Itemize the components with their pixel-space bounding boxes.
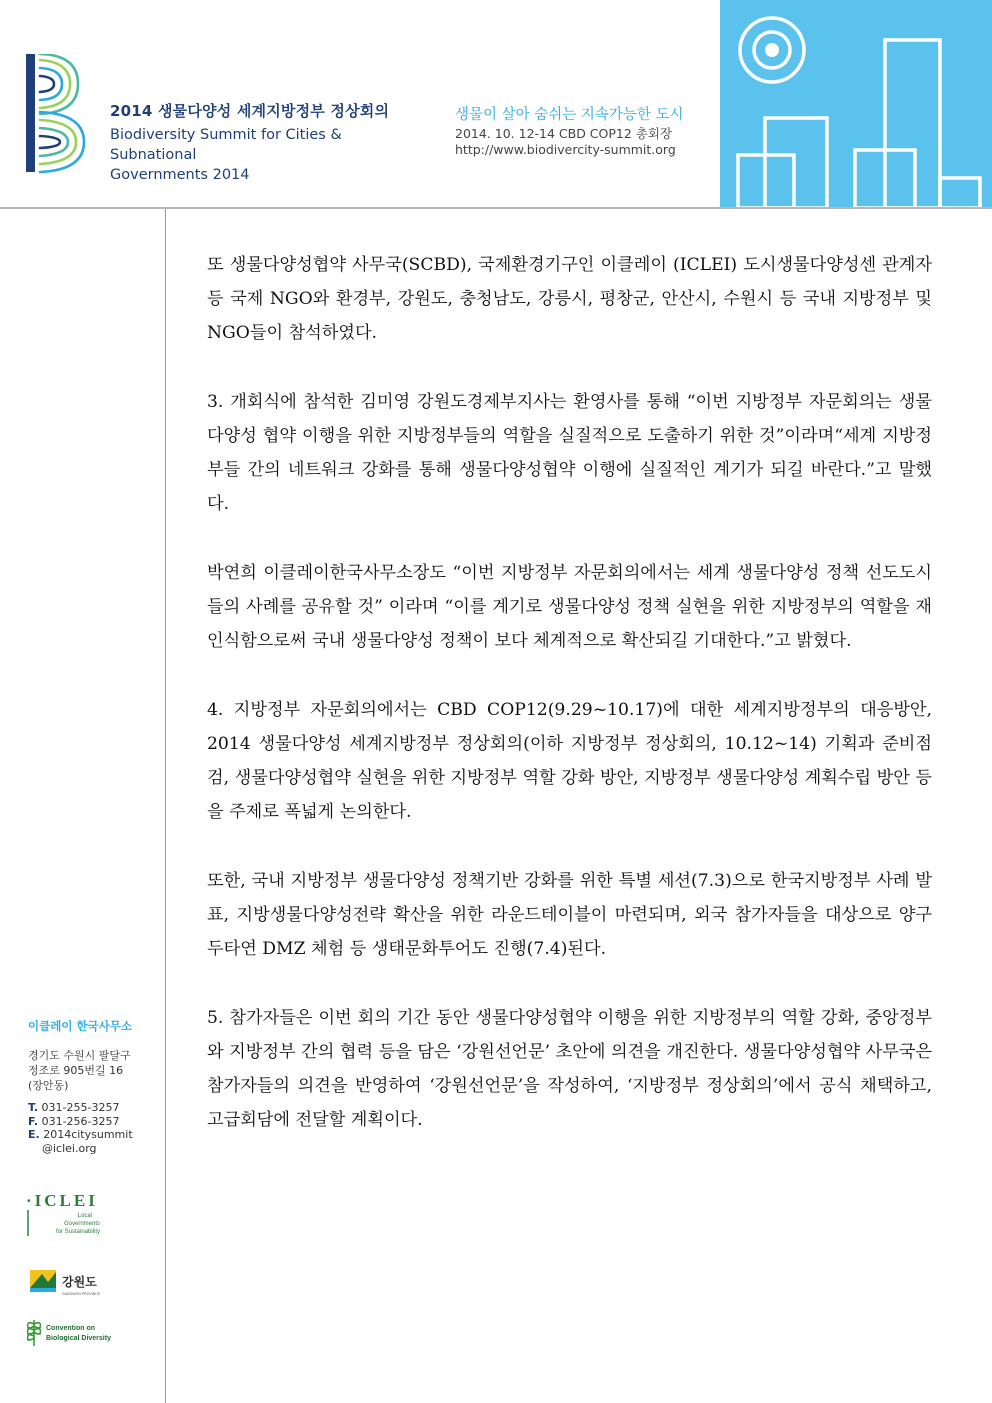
summit-slogan: 생물이 살아 숨쉬는 지속가능한 도시 (455, 107, 684, 123)
svg-text:Local: Local (77, 1213, 92, 1219)
phone-number: 031-255-3257 (41, 1101, 120, 1114)
email-line-2: @iclei.org (42, 1141, 97, 1155)
email-label: E. (28, 1128, 40, 1141)
svg-text:for Sustainability: for Sustainability (55, 1229, 100, 1235)
summit-title-korean: 2014 생물다양성 세계지방정부 정상회의 (110, 102, 390, 120)
email-address-part1: 2014citysummit (43, 1128, 133, 1141)
fax-label: F. (28, 1114, 39, 1128)
address-line: 경기도 수원시 팔달구 (28, 1049, 131, 1062)
event-date: 2014. 10. 12-14 CBD COP12 총회장 (455, 126, 673, 141)
gangwon-logo-icon (24, 1264, 114, 1300)
fax-line (28, 1115, 158, 1129)
svg-text:강원도: 강원도 (62, 1275, 97, 1289)
email-line (28, 1128, 158, 1142)
svg-text:·ICLEI: ·ICLEI (26, 1191, 98, 1210)
phone-label: T. (28, 1101, 39, 1114)
svg-text:Biological Diversity: Biological Diversity (46, 1335, 111, 1342)
event-url: http://www.biodivercity-summit.org (455, 142, 676, 157)
office-name: 이클레이 한국사무소 (28, 1019, 132, 1033)
document-header (0, 0, 992, 208)
summit-logo-b-icon (26, 54, 106, 174)
svg-text:Convention on: Convention on (46, 1325, 95, 1332)
iclei-logo-icon (24, 1188, 114, 1238)
body-paragraph: 박연희 이클레이한국사무소장도 “이번 지방정부 자문회의에서는 세계 생물다양성 정책 선도도시들의 사례를 공유할 것” 이라며 “이를 계기로 생물다양성 정책 실현을 위한 지방정부의 역할을 재인식함으로써 국내 생물다양성 정책이 보다 체계적으로 확산되길 기대한다.”고 밝혔다. (207, 563, 932, 651)
event-info (455, 126, 676, 158)
address-line: 정조로 905번길 16 (28, 1064, 124, 1077)
header-divider (0, 207, 992, 209)
summit-title-english-line1: Biodiversity Summit for Cities & Subnational (110, 127, 342, 163)
sidebar-contact (28, 1018, 158, 1155)
office-address (28, 1048, 158, 1093)
body-paragraph: 3. 개회식에 참석한 김미영 강원도경제부지사는 환영사를 통해 “이번 지방정부 자문회의는 생물다양성 협약 이행을 위한 지방정부들의 역할을 실질적으로 도출하기 위한 것”이라며“세계 지방정부들 간의 네트워크 강화를 통해 생물다양성협약 이행에 실질적인 계기가 되길 바란다.”고 말했다. (207, 392, 932, 514)
phone-line (28, 1101, 158, 1115)
document-body (207, 248, 932, 1172)
summit-title-english-line2: Governments 2014 (110, 167, 250, 183)
summit-title-english (110, 125, 430, 185)
body-paragraph: 4. 지방정부 자문회의에서는 CBD COP12(9.29~10.17)에 대한 세계지방정부의 대응방안, 2014 생물다양성 세계지방정부 정상회의(이하 지방정부 정상회의, 10.12~14) 기획과 준비점검, 생물다양성협약 실현을 위한 지방정부 역할 강화 방안, 지방정부 생물다양성 계획수립 방안 등을 주제로 폭넓게 논의한다. (207, 700, 932, 822)
address-line: (장안동) (28, 1079, 69, 1092)
body-paragraph: 또 생물다양성협약 사무국(SCBD), 국제환경기구인 이클레이 (ICLEI) 도시생물다양성센 관계자 등 국제 NGO와 환경부, 강원도, 충청남도, 강릉시, 평창군, 안산시, 수원시 등 국내 지방정부 및 NGO들이 참석하였다. (207, 255, 932, 343)
fax-number: 031-256-3257 (41, 1114, 120, 1128)
sponsor-logos (24, 1188, 154, 1350)
svg-text:GANGWON PROVINCE: GANGWON PROVINCE (62, 1292, 101, 1296)
svg-text:Governments: Governments (63, 1221, 100, 1227)
cityscape-art-icon (720, 0, 992, 208)
body-paragraph: 5. 참가자들은 이번 회의 기간 동안 생물다양성협약 이행을 위한 지방정부의 역할 강화, 중앙정부와 지방정부 간의 협력 등을 담은 ‘강원선언문’ 초안에 의견을 개진한다. 생물다양성협약 사무국은 참가자들의 의견을 반영하여 ‘강원선언문’을 작성하여, ‘지방정부 정상회의’에서 공식 채택하고, 고급회담에 전달할 계획이다. (207, 1008, 932, 1130)
sidebar-divider (165, 209, 166, 1403)
body-paragraph: 또한, 국내 지방정부 생물다양성 정책기반 강화를 위한 특별 세션(7.3)으로 한국지방정부 사례 발표, 지방생물다양성전략 확산을 위한 라운드테이블이 마련되며, 외국 참가자들을 대상으로 양구 두타연 DMZ 체험 등 생태문화투어도 진행(7.4)된다. (207, 871, 932, 959)
cbd-logo-icon (24, 1314, 134, 1350)
